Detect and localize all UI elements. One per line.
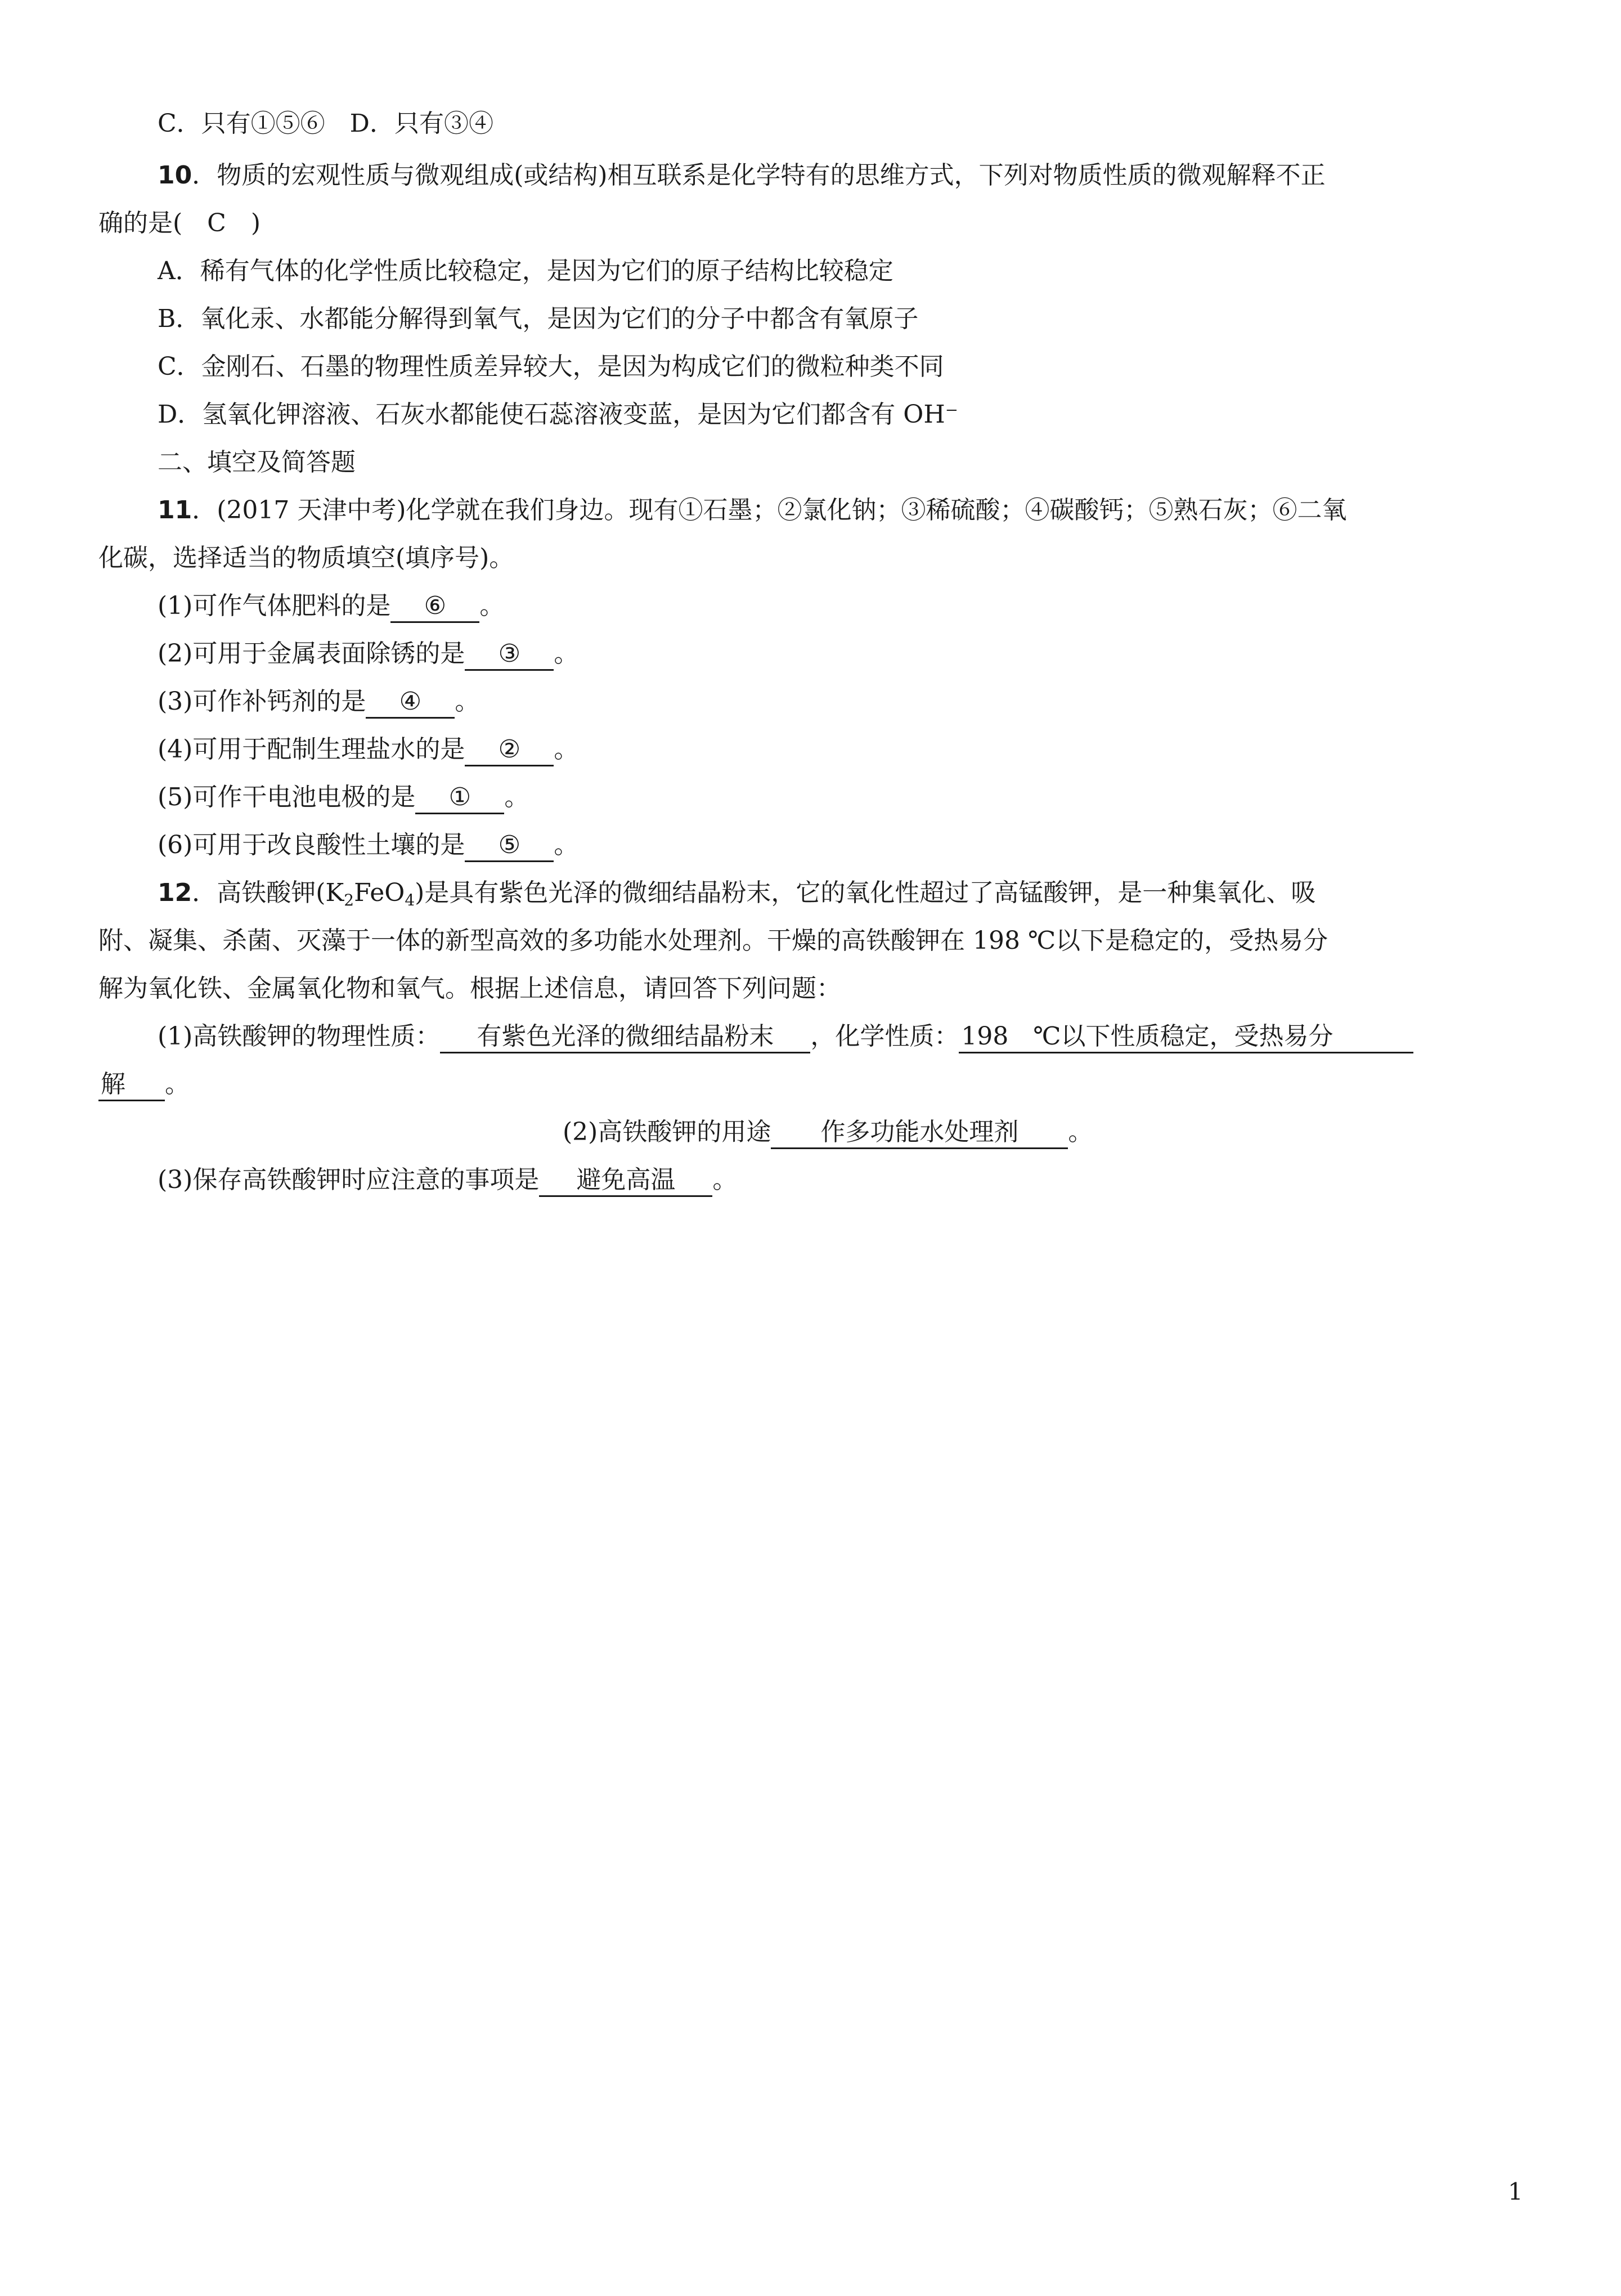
q10-option-d: D．氢氧化钾溶液、石灰水都能使石蕊溶液变蓝，是因为它们都含有 OH⁻ xyxy=(158,400,958,429)
q11-item-4-prefix: (4)可用于配制生理盐水的是 xyxy=(158,735,465,764)
q11-number: 11 xyxy=(158,496,192,524)
q12-part3: (3)保存高铁酸钾时应注意的事项是 避免高温 。 xyxy=(158,1163,737,1197)
q11-item-2: (2)可用于金属表面除锈的是 ③ 。 xyxy=(158,637,578,671)
q11-item-5: (5)可作干电池电极的是 ① 。 xyxy=(158,781,529,814)
q11-stem-line2: 化碳，选择适当的物质填空(填序号)。 xyxy=(98,544,514,572)
q11-item-4-answer: ② xyxy=(465,734,554,766)
q12-part1-answer-chemical-cont: 解 xyxy=(98,1069,165,1101)
q11-item-6: (6)可用于改良酸性土壤的是 ⑤ 。 xyxy=(158,828,578,862)
q12-part3-answer: 避免高温 xyxy=(539,1165,712,1197)
q10-option-b: B．氧化汞、水都能分解得到氧气，是因为它们的分子中都含有氧原子 xyxy=(158,304,919,333)
q12-part1-answer-physical: 有紫色光泽的微细结晶粉末 xyxy=(440,1021,810,1053)
q10-number: 10 xyxy=(158,161,192,190)
q10-stem-text: 物质的宏观性质与微观组成(或结构)相互联系是化学特有的思维方式，下列对物质性质的微观解释不正 xyxy=(217,161,1326,190)
q11-item-6-prefix: (6)可用于改良酸性土壤的是 xyxy=(158,831,465,859)
q11-item-3-answer: ④ xyxy=(366,687,455,719)
q12-part1-cont: 解 。 xyxy=(98,1068,190,1101)
q12-part2: (2)高铁酸钾的用途 作多功能水处理剂 。 xyxy=(563,1115,1093,1149)
q11-stem-line1: 11．(2017 天津中考)化学就在我们身边。现有①石墨；②氯化钠；③稀硫酸；④碳酸钙；⑤熟石灰；⑥二氧 xyxy=(158,496,1347,524)
q9-options: C．只有①⑤⑥ D．只有③④ xyxy=(158,109,493,138)
q12-stem-line2: 附、凝集、杀菌、灭藻于一体的新型高效的多功能水处理剂。干燥的高铁酸钾在 198 ℃以下是稳定的，受热易分 xyxy=(98,926,1328,955)
q12-stem-line1: 12．高铁酸钾$(K_2FeO_4)$是具有紫色光泽的微细结晶粉末，它的氧化性超过了高锰酸钾，是一种集氧化、吸 xyxy=(158,878,1316,909)
q11-item-5-answer: ① xyxy=(415,782,504,814)
q11-item-3: (3)可作补钙剂的是 ④ 。 xyxy=(158,685,479,719)
page-number: 1 xyxy=(1508,2178,1523,2205)
q12-part1-answer-chemical: 198 ℃以下性质稳定，受热易分 xyxy=(959,1021,1413,1053)
q11-stem-text: (2017 天津中考)化学就在我们身边。现有①石墨；②氯化钠；③稀硫酸；④碳酸钙；⑤熟石灰；⑥二氧 xyxy=(217,496,1347,524)
q11-item-1-answer: ⑥ xyxy=(390,591,479,623)
q10-stem-line2: 确的是( C ) xyxy=(98,209,261,237)
q11-item-6-answer: ⑤ xyxy=(465,830,554,862)
q12-formula-subscript-2: 4 xyxy=(405,891,415,909)
q10-option-c: C．金刚石、石墨的物理性质差异较大，是因为构成它们的微粒种类不同 xyxy=(158,352,944,381)
q11-item-1: (1)可作气体肥料的是 ⑥ 。 xyxy=(158,589,504,623)
q10-stem-line1: 10．物质的宏观性质与微观组成(或结构)相互联系是化学特有的思维方式，下列对物质性质的微观解释不正 xyxy=(158,161,1326,190)
q11-item-5-prefix: (5)可作干电池电极的是 xyxy=(158,783,416,811)
q12-part2-answer: 作多功能水处理剂 xyxy=(771,1117,1068,1149)
q12-stem-line3: 解为氧化铁、金属氧化物和氧气。根据上述信息，请回答下列问题： xyxy=(98,974,841,1003)
q11-item-4: (4)可用于配制生理盐水的是 ② 。 xyxy=(158,733,578,766)
q11-item-2-answer: ③ xyxy=(465,639,554,671)
q11-item-1-prefix: (1)可作气体肥料的是 xyxy=(158,591,391,620)
q12-number: 12 xyxy=(158,878,192,907)
q12-part1: (1)高铁酸钾的物理性质： 有紫色光泽的微细结晶粉末 ，化学性质：198 ℃以下性质稳定，受热易分 xyxy=(158,1020,1413,1053)
q10-option-a: A．稀有气体的化学性质比较稳定，是因为它们的原子结构比较稳定 xyxy=(158,257,893,285)
q12-formula-subscript-1: 2 xyxy=(344,891,354,909)
q11-item-2-prefix: (2)可用于金属表面除锈的是 xyxy=(158,639,465,668)
section-heading: 二、填空及简答题 xyxy=(158,448,356,477)
q11-item-3-prefix: (3)可作补钙剂的是 xyxy=(158,687,366,716)
